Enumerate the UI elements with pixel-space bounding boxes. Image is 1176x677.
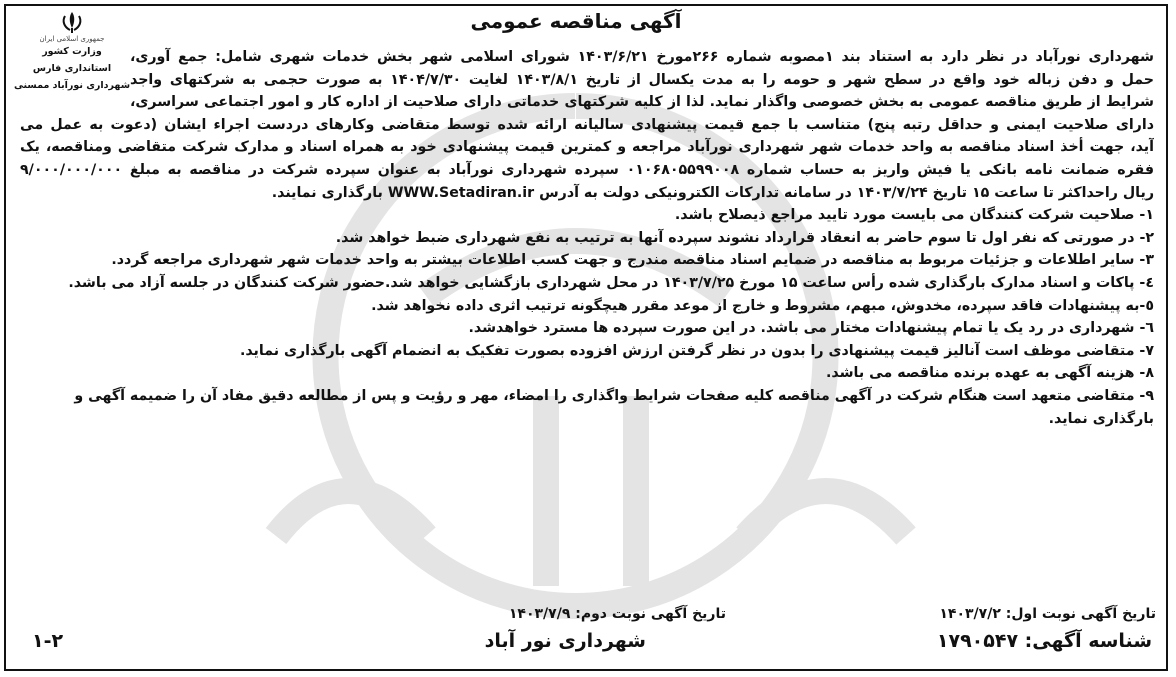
organization-name: شهرداری نور آباد <box>484 630 646 652</box>
condition-item: ٤- پاکات و اسناد مدارک بارگذاری شده رأس ساعت ۱۵ مورخ ۱۴۰۳/۷/۲۵ در محل شهرداری بازگشایی خواهد شد.حضور شرکت کنندگان در جلسه آزاد می باشد. <box>68 274 1154 291</box>
iran-emblem-icon <box>59 10 85 34</box>
page-title: آگهی مناقصه عمومی <box>470 9 682 33</box>
notice-frame <box>4 4 1168 671</box>
logo-ministry: وزارت کشور <box>42 46 102 57</box>
notice-body <box>20 46 1154 430</box>
intro-line: حمل و دفن زباله خود واقع در سطح شهر و حومه را به مدت یکسال از تاریخ ۱۴۰۳/۸/۱ لغایت ۱۴۰۴/۷/۳۰ به صورت حجمی به شرکتهای واجد <box>130 71 1154 88</box>
first-publish-date: تاریخ آگهی نوبت اول: ۱۴۰۳/۷/۲ <box>939 606 1156 622</box>
condition-item: ۳- سایر اطلاعات و جزئیات مربوط به مناقصه در ضمایم اسناد مناقصه مندرج و جهت کسب اطلاعات بیشتر به واحد خدمات شهر شهرداری مراجعه گردد. <box>111 252 1154 269</box>
intro-line: ریال راحداکثر تا ساعت ۱۵ تاریخ ۱۴۰۳/۷/۲۴ در سامانه تدارکات الکترونیکی دولت به آدرس WWW.Setadiran.ir بارگذاری نمایند. <box>271 184 1154 201</box>
condition-item-continued: بارگذاری نماید. <box>1048 410 1154 427</box>
condition-item: ۷- متقاضی موظف است آنالیز قیمت پیشنهادی را بدون در نظر گرفتن ارزش افزوده بصورت تفکیک به انضمام آگهی بارگذاری نماید. <box>239 342 1154 359</box>
condition-item: ٦- شهرداری در رد یک یا تمام پیشنهادات مختار می باشد. در این صورت سپرده ها مسترد خواهدشد. <box>468 320 1154 337</box>
second-publish-date: تاریخ آگهی نوبت دوم: ۱۴۰۳/۷/۹ <box>508 606 726 622</box>
logo-governorate: استانداری فارس <box>32 63 112 74</box>
notice-footer <box>6 630 1166 666</box>
condition-item: ٥-به پیشنهادات فاقد سپرده، مخدوش، مبهم، مشروط و خارج از موعد مقرر هیچگونه ترتیب اثری داده نخواهد شد. <box>371 297 1154 314</box>
intro-paragraph <box>20 46 1154 204</box>
condition-item: ۹- متقاضی متعهد است هنگام شرکت در آگهی مناقصه کلیه صفحات شرایط واگذاری را امضاء، مهر و رؤیت و پس از مطالعه دقیق مفاد آن را ضمیمه آگهی و <box>74 387 1154 404</box>
logo-caption: جمهوری اسلامی ایران <box>39 35 105 43</box>
intro-line: شهرداری نورآباد در نظر دارد به استناد بند ۱مصوبه شماره ۲۶۶مورخ ۱۴۰۳/۶/۲۱ شورای اسلامی شهر بخش خدمات شهری شامل: جمع آوری، <box>130 49 1154 65</box>
condition-item: ۲- در صورتی که نفر اول تا سوم حاضر به انعقاد قرارداد نشوند سپرده آنها به ترتیب به نفع شهرداری ضبط خواهد شد. <box>335 229 1154 246</box>
intro-line: دارای صلاحیت ایمنی و حداقل رتبه پنج) متناسب با جمع قیمت پیشنهادی سالیانه ارائه شده توسط متقاضی وکارهای دردست اجراء ایشان (دعوت به عمل می <box>20 116 1154 133</box>
ad-id: شناسه آگهی: ۱۷۹۰۵۴۷ <box>936 630 1152 652</box>
condition-item: ۸- هزینه آگهی به عهده برنده مناقصه می باشد. <box>825 365 1154 382</box>
condition-item: ۱- صلاحیت شرکت کنندگان می بایست مورد تایید مراجع ذیصلاح باشد. <box>674 207 1154 224</box>
intro-line: فقره ضمانت نامه بانکی یا فیش واریز به حساب شماره ۰۱۰۶۸۰۵۵۹۹۰۰۸ سپرده شهرداری نورآباد به عنوان سپرده شرکت در مناقصه به مبلغ ۹/۰۰۰/۰۰۰/۰۰۰ <box>20 161 1154 178</box>
intro-line: آید، جهت أخذ اسناد مناقصه به واحد خدمات شهر شهرداری نورآباد مراجعه و کمترین قیمت پیشنهادی خود به همراه اسناد و مدارک شرکت متقاضی ومناقصه، یک <box>20 139 1154 156</box>
logo-municipality: شهرداری نورآباد ممسنی <box>13 80 131 91</box>
page-code: ۱-۲ <box>32 630 64 652</box>
intro-line: شرایط از طریق مناقصه عمومی به بخش خصوصی واگذار نماید. لذا از کلیه شرکتهای خدماتی دارای صلاحیت از اداره کار و امور اجتماعی سراسری، <box>130 94 1154 111</box>
